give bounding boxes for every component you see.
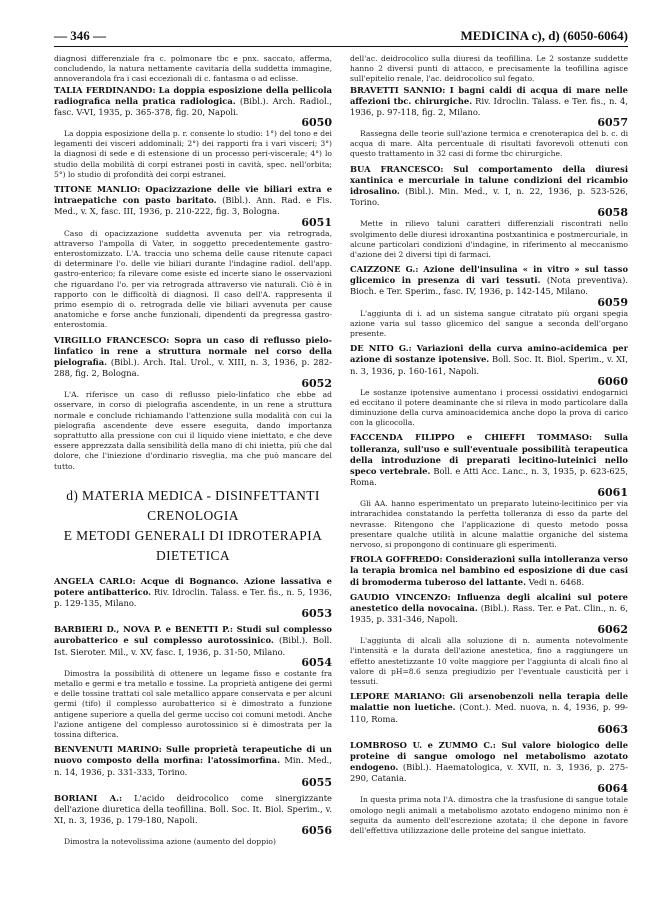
entry-title: Sulla tolleranza, sull'uso e sull'eventuale possibilità terapeutica della introduzione di preparati lecitino-luteinici nello speco vertebrale. (350, 432, 628, 476)
entry-title: La doppia esposizione della pellicola radiografica nella pratica radiologica. (54, 84, 332, 106)
bibliography-entry (350, 264, 628, 339)
entry-number: 6051 (301, 215, 332, 229)
entry-number: 6057 (597, 116, 628, 130)
entry-author: BUA FRANCESCO: (350, 163, 444, 174)
entry-title: Opacizzazione delle vie biliari extra e intraepatiche con pasto baritato. (54, 184, 332, 206)
entry-author: BENVENUTI MARINO: (54, 744, 162, 755)
entry-citation (350, 264, 628, 297)
entry-reference: (Bibl.). Arch. Ital. Urol., v. XIII, n. 3, 1936, p. 282-288, fig. 2, Bologna. (54, 356, 332, 379)
entry-number: 6062 (597, 623, 628, 637)
entry-title: Sulle proprietà terapeutiche di un nuovo composto della morfina: l'atossimorfina. (54, 744, 332, 766)
entry-citation (54, 744, 332, 777)
entry-reference: Vedi n. 6468. (528, 576, 585, 587)
entry-number: 6063 (597, 722, 628, 736)
entry-author: DE NITO G.: (350, 343, 412, 354)
entry-abstract: Mette in rilievo taluni caratteri differenziali riscontrati nello svolgimento delle diuresi idroxantina postxantinica e postmercuriale, in alcune particolari condizioni d'indagine, in riferimento al meccanismo d'azione dei 2 diversi tipi di farmaci. (350, 219, 628, 259)
entry-citation (350, 691, 628, 724)
section-line-4: DIETETICA (155, 547, 231, 563)
bibliography-entry (350, 164, 628, 260)
entry-title: Acque di Bognanco. Azione lassativa e potere antibatterico. (54, 575, 332, 597)
entry-title: Studi sul complesso aurobatterico e sul complesso aurotossinico. (54, 624, 332, 646)
page-number: — 346 — (54, 28, 106, 43)
bibliography-entry (350, 592, 628, 687)
entry-abstract: Gli AA. hanno esperimentato un preparato luteino-lecitinico per via intrarachidea constatando la perfetta tolleranza di esso da parte del nevrasse. Ritengono che l'applicazione di questo metodo possa presentare qualche utilità in alcune malattie organiche del sistema nervoso, si propongono di continuare gli esperimenti. (350, 499, 628, 550)
entry-citation (54, 624, 332, 657)
bibliography-entry (54, 335, 332, 472)
page-header (54, 24, 628, 46)
entry-author: CAIZZONE G.: (350, 264, 419, 275)
entry-title: Influenza degli alcalini sul potere anestetico della novocaina. (350, 591, 628, 613)
entry-abstract: L'aggiunta di i. ad un sistema sangue citratato più organi spegia azione varia sul tasso glicemico del sangue a seconda dell'organo presente. (350, 308, 628, 338)
entry-title: Considerazioni sulla intolleranza verso la terapia bromica nel bambino ed esposizione di due casi di bromoderma tuberoso del lattante. (350, 554, 628, 587)
entry-reference: (Bibl.). Ann. Rad. e Fis. Med., v. X, fasc. III, 1936, p. 210-222, fig. 3, Bologna. (54, 195, 332, 217)
entry-citation (350, 432, 628, 488)
entry-number: 6050 (301, 116, 332, 130)
entry-abstract: La doppia esposizione della p. r. consente lo studio: 1°) del tono e dei legamenti dei visceri addominali; 2°) dei rapporti fra i vari visceri; 3°) la diagnosi di sede e di estensione di un processo peri-viscerale; 4°) lo studio della mobilità di corpi estranei posti in cavità, spec. nell'orbita; 5°) lo studio di profondità dei corpi estranei. (54, 129, 332, 179)
entry-author: BARBIERI D., NOVA P. e BENETTI P.: (54, 624, 234, 635)
entry-citation (54, 335, 332, 380)
entry-author: BRAVETTI SANNIO: (350, 84, 446, 95)
entry-citation (350, 85, 628, 118)
entry-title: Sul comportamento della diuresi xantinica e mercuriale in talune condizioni del ricambio idrosalino. (350, 163, 628, 196)
entry-author: LOMBROSO U. e ZUMMO C.: (350, 739, 496, 750)
entry-citation (54, 85, 332, 118)
entry-title: Sopra un caso di reflusso pielo-linfatico in rene a struttura normale nel corso della pielografia. (54, 334, 332, 367)
entry-number: 6056 (301, 824, 332, 838)
entry-number: 6064 (597, 782, 628, 796)
entry-abstract: In questa prima nota l'A. dimostra che la trasfusione di sangue totale omologo negli animali a metabolismo azotato endogeno minimo non è seguita da aumento dell'escrezione azotata; il che depone in favore dell'effettiva utilizzazione delle proteine del sangue iniettato. (350, 795, 628, 835)
entry-citation (350, 164, 628, 209)
entry-citation (350, 740, 628, 785)
entry-abstract: Caso di opacizzazione suddetta avvenuta per via retrograda, attraverso l'ampolla di Vater, in soggetto precedentemente gastro-enterostomizzato. L'A. traccia uno schema delle cause ritenute capaci di determinare l'o. delle vie biliari durante l'indagine radiol. dell'app. gastro-enterico; fa rilevare come esiste ed incerte siano le osservazioni che riguardano l'o. per via retrograda attraverso vie naturali. Ciò è in rapporto con le difficoltà di diagnosi. Il caso dell'A. rappresenta il primo esempio di o. retrograda delle vie biliari avvenuta per cause anatomiche e forse anche funzionali, dipendenti da pregressa gastro-enterostomia. (54, 228, 332, 330)
right-column (350, 54, 628, 894)
entry-abstract: Dimostra la notevolissima azione (aumento del doppio) (64, 837, 276, 847)
entry-reference: (Bibl.). Arch. Radiol., fasc. V-VI, 1935, p. 365-378, fig. 20, Napoli. (54, 95, 332, 117)
entry-author: FROLA GOFFREDO: (350, 554, 443, 565)
entry-title: Variazioni della curva amino-acidemica per azione di sostanze ipotensive. (350, 343, 628, 365)
entry-number: 6061 (597, 486, 628, 500)
entry-citation (54, 793, 332, 826)
section-heading (54, 486, 332, 566)
entry-citation (54, 576, 332, 609)
entry-author: FACCENDA FILIPPO e CHIEFFI TOMMASO: (350, 432, 593, 443)
continued-abstract: diagnosi differenziale fra c. polmonare tbc e pnx. saccato, afferma, concludendo, la natura nettamente cavitaria della suddetta immagine, annoverandola fra i casi eccezionali di c. fantasma o ad eclisse. (54, 54, 332, 84)
entry-reference: Riv. Idroclin. Talass. e Ter. fis., n. 5, 1936, p. 129-135, Milano. (54, 587, 332, 609)
entry-abstract: Rassegna delle teorie sull'azione termica e crenoterapica del b. c. di acqua di mare. Alta percentuale di risultati favorevoli ottenuti con questo trattamento in 32 casi di forme tbc chirurgiche. (350, 129, 628, 159)
entry-reference: (Cont.). Med. nuova, n. 4, 1936, p. 99-110, Roma. (350, 702, 628, 724)
entry-number: 6059 (597, 295, 628, 309)
entry-number: 6053 (301, 607, 332, 621)
entry-reference: (Bibl.). Min. Med., v. I, n. 22, 1936, p. 523-526, Torino. (350, 186, 628, 208)
bibliography-entry (54, 744, 332, 788)
entry-reference: (Nota preventiva). Bioch. e Ter. Sperim., fasc. IV, 1936, p. 142-145, Milano. (350, 275, 628, 297)
bibliography-entry (54, 624, 332, 740)
continued-abstract: dell'ac. deidrocolico sulla diuresi da teofillina. Le 2 sostanze suddette hanno 2 diversi punti di attacco, e precisamente la teofillina agisce sull'epitelio renale, l'ac. deidrocolico sul fegato. (350, 54, 628, 84)
entry-title: I bagni caldi di acqua di mare nelle affezioni tbc. chirurgiche. (350, 84, 628, 106)
entry-reference: Boll. Soc. It. Biol. Sperim., v. XI, n. 3, 1936, p. 160-161, Napoli. (350, 354, 628, 376)
entry-citation (54, 184, 332, 217)
entry-author: LEPORE MARIANO: (350, 691, 446, 702)
bibliography-entry (350, 740, 628, 836)
entry-abstract: L'aggiunta di alcali alla soluzione di n. aumenta notevolmente l'intensità e la durata dell'azione anestetica, fino a raggiungere un effetto anestetizzante 10 volte maggiore per l'aggiunta di alcali fino al valore di pH=8.6 senza pregiudizio per l'eventuale causticità per i tessuti. (350, 636, 628, 687)
section-line-1: d) MATERIA MEDICA - DISINFETTANTI (66, 487, 320, 503)
bibliography-entry (350, 343, 628, 428)
entry-abstract: Dimostra la possibilità di ottenere un legame fisso e costante fra metallo e germi e tra metallo e tossine. La proprietà antigene dei germi e delle tossine trattati col sale metallico appare conservata e per alcuni germi (tifo) il complesso aurobatterico si è dimostrato a funzione antigene superiore a quella del germe ucciso coi comuni metodi. Anche l'azione antigene del complesso aurotossinico si è dimostrata per la tossina difterica. (54, 668, 332, 739)
entry-author: GAUDIO VINCENZO: (350, 591, 451, 602)
entry-citation (350, 554, 628, 587)
bibliography-entry (54, 184, 332, 331)
section-line-2: CRENOLOGIA (147, 507, 239, 523)
entry-author: ANGELA CARLO: (54, 575, 136, 586)
bibliography-entry (350, 85, 628, 160)
entry-author: TALIA FERDINANDO: (54, 84, 156, 95)
entry-title: Gli arsenobenzoli nella terapia delle malattie non luetiche. (350, 691, 628, 713)
bibliography-entry (350, 432, 628, 550)
entry-title: Sul valore biologico delle proteine di sangue omologo nel metabolismo azotato endogeno. (350, 739, 628, 773)
entry-reference: L'acido deidrocolico come sinergizzante dell'azione diuretica della teofillina. Boll. Soc. It. Biol. Sperim., v. XI, n. 3, 1936, p. 179-180, Napoli. (54, 792, 332, 825)
entry-reference: (Bibl.). Haematologica, v. XVII, n. 3, 1936, p. 275-290, Catania. (350, 762, 628, 784)
entry-reference: Boll. e Atti Acc. Lanc., n. 3, 1935, p. 623-625, Roma. (350, 465, 628, 488)
section-line-3: E METODI GENERALI DI IDROTERAPIA (63, 527, 323, 543)
entry-number: 6055 (301, 775, 332, 789)
bibliography-entry (54, 85, 332, 180)
entry-reference: (Bibl.). Boll. Ist. Sieroter. Mil., v. XV, fasc. I, 1936, p. 31-50, Milano. (54, 635, 332, 657)
bibliography-entry (54, 793, 332, 848)
entry-author: VIRGILLO FRANCESCO: (54, 334, 170, 345)
entry-reference: (Bibl.). Rass. Ter. e Pat. Clin., n. 6, 1935, p. 331-346, Napoli. (350, 602, 628, 625)
entry-abstract: Le sostanze ipotensive aumentano i processi ossidativi endogarnici ed eccitano il potere deaminante che si rileva in modo particolare dalla diminuzione della curva aminoacidemica anche dopo la prova di carico con la glicocolla. (350, 387, 628, 428)
header-rule (54, 46, 628, 47)
left-column (54, 54, 332, 894)
entry-author: BORIANI A.: (54, 792, 123, 803)
entry-abstract: L'A. riferisce un caso di reflusso pielo-linfatico che ebbe ad osservare, in corso di pielografia ascendente, in un rene a struttura normale e conclude richiamando l'attenzione sulla modalità con cui la pielografia ascendente deve essere eseguita, dando importanza soprattutto alla pressione con cui il liquido viene iniettato, e che deve essere apprezzata dalla sensibilità della mano di chi inietta, più che dal dolore, che l'iniezione d'ordinario risveglia, ma che può mancare del tutto. (54, 390, 332, 471)
entry-author: TITONE MANLIO: (54, 184, 141, 195)
entry-number: 6060 (597, 374, 628, 388)
entry-citation (350, 343, 628, 376)
entry-reference: Riv. Idroclin. Talass. e Ter. fis., n. 4, 1936, p. 97-118, fig. 2, Milano. (350, 95, 628, 117)
bibliography-entry (350, 691, 628, 735)
entry-number: 6054 (301, 655, 332, 669)
entry-number: 6058 (597, 206, 628, 220)
bibliography-entry (54, 576, 332, 620)
entry-citation (350, 592, 628, 625)
entry-title: Azione dell'insulina « in vitro » sul tasso glicemico in presenza di vari tessuti. (350, 264, 628, 286)
running-title: MEDICINA c), d) (6050-6064) (460, 28, 628, 43)
bibliography-entry (350, 554, 628, 587)
entry-number: 6052 (301, 377, 332, 391)
entry-reference: Min. Med., n. 14, 1936, p. 331-333, Torino. (54, 755, 332, 777)
